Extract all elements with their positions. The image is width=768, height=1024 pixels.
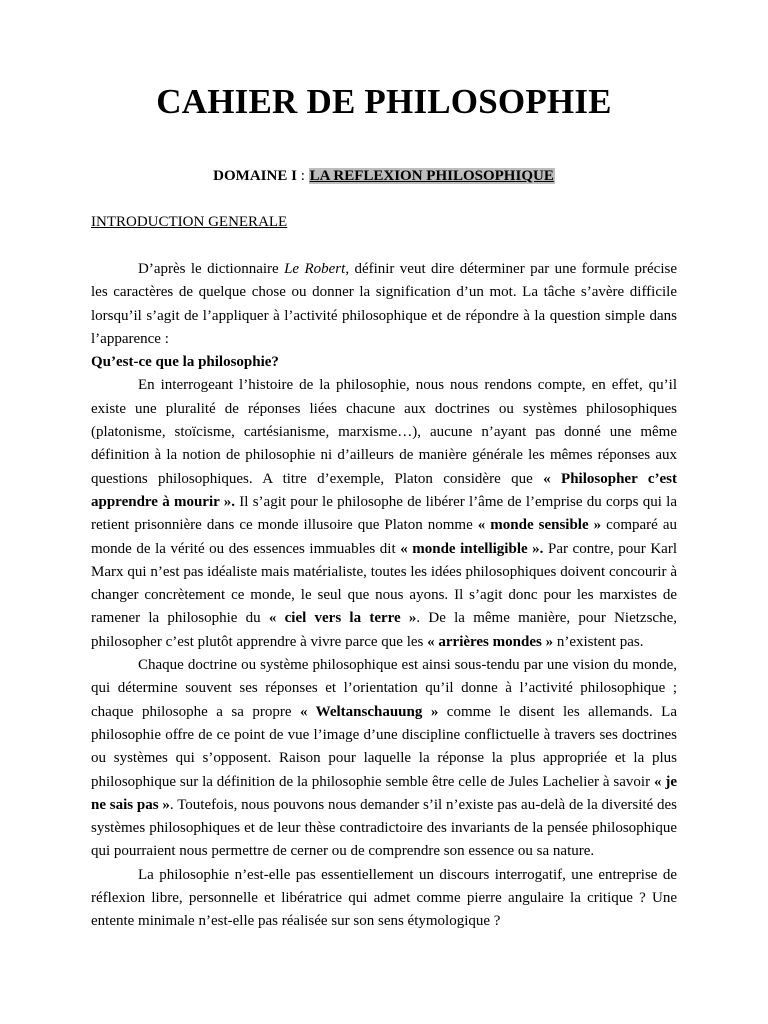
domain-name: LA REFLEXION PHILOSOPHIQUE <box>309 168 554 184</box>
central-question: Qu’est-ce que la philosophie? <box>91 354 279 371</box>
paragraph-4-text-1: La philosophie n’est-elle pas essentiellement un discours interrogatif, une entreprise de réflexion libre, personnelle et libératrice qui admet comme pierre angulaire la critique ? Une entente minimale n’est-elle pas réalisée sur son sens étymologique ? <box>91 866 677 930</box>
paragraph-2-text-3: comparé au monde de la vérité ou des essences immuables dit <box>91 517 677 557</box>
paragraph-4 <box>91 864 677 934</box>
body-text <box>91 258 677 934</box>
paragraph-1-question <box>91 351 677 374</box>
domain-line <box>0 168 768 185</box>
document-title: CAHIER DE PHILOSOPHIE <box>156 82 612 121</box>
paragraph-2 <box>91 374 677 654</box>
quote-arrieres-mondes: « arrières mondes » <box>427 633 554 650</box>
paragraph-3-text-3: . Toutefois, nous pouvons nous demander s’il n’existe pas au-delà de la diversité des systèmes philosophiques et de leur thèse contradictoire des invariants de la pensée philosophique qui pourraient nous permettre de cerner ou de comprendre son essence ou sa nature. <box>91 796 677 860</box>
paragraph-1 <box>91 258 677 351</box>
paragraph-2-text-6: n’existent pas. <box>553 633 644 650</box>
paragraph-2-text-4: Par contre, pour Karl Marx qui n’est pas idéaliste mais matérialiste, toutes les idées philosophiques doivent concourir à changer concrètement ce monde, le seul que nous ayons. Il s’agit donc pour les marxistes de ramener la philosophie du <box>91 540 678 627</box>
paragraph-3 <box>91 654 677 864</box>
quote-platon: « Philosopher c’est apprendre à mourir ». <box>91 470 677 510</box>
paragraph-2-text-5: . De la même manière, pour Nietzsche, philosopher c’est plutôt apprendre à vivre parce que les <box>91 610 677 650</box>
paragraph-3-text-1: Chaque doctrine ou système philosophique est ainsi sous-tendu par une vision du monde, qui détermine souvent ses réponses et l’orientation qu’il donne à l’activité philosophique ; chaque philosophe a sa propre <box>91 657 677 720</box>
paragraph-1-dictionary-name: Le Robert <box>284 261 346 277</box>
quote-weltanschauung: « Weltanschauung » <box>299 703 439 720</box>
quote-je-ne-sais-pas: « je ne sais pas » <box>91 773 677 813</box>
paragraph-2-text-1: En interrogeant l’histoire de la philosophie, nous nous rendons compte, en effet, qu’il existe une pluralité de réponses liées chacune aux doctrines ou systèmes philosophiques (platonisme, stoïcisme, cartésianisme, marxisme…), aucune n’ayant pas donné une même définition à la notion de philosophie ni d’ailleurs de manière générale les mêmes réponses aux questions philosophiques. A titre d’exemple, Platon considère que <box>91 377 677 487</box>
paragraph-3-text-2: comme le disent les allemands. La philosophie offre de ce point de vue l’image d’une discipline conflictuelle à travers ses doctrines ou systèmes qui s’opposent. Raison pour laquelle la réponse la plus appropriée et la plus philosophique sur la définition de la philosophie semble être celle de Jules Lachelier à savoir <box>91 703 677 790</box>
domain-label: DOMAINE I <box>213 168 297 184</box>
section-heading: INTRODUCTION GENERALE <box>91 214 288 230</box>
paragraph-1-text-2: , définir veut dire déterminer par une formule précise les caractères de quelque chose ou donner la signification d’un mot. La tâche s’avère difficile lorsqu’il s’agit de l’appliquer à l’activité philosophique et de répondre à la question simple dans l’apparence : <box>91 261 677 347</box>
quote-ciel-terre: « ciel vers la terre » <box>268 610 417 627</box>
paragraph-2-text-2: Il s’agit pour le philosophe de libérer l’âme de l’emprise du corps qui la retient prisonnière dans ce monde illusoire que Platon nomme <box>91 493 677 534</box>
quote-monde-sensible: « monde sensible » <box>477 517 602 534</box>
domain-separator: : <box>296 168 309 184</box>
paragraph-1-text-1: D’après le dictionnaire <box>138 261 285 277</box>
quote-monde-intelligible: « monde intelligible ». <box>400 540 544 557</box>
